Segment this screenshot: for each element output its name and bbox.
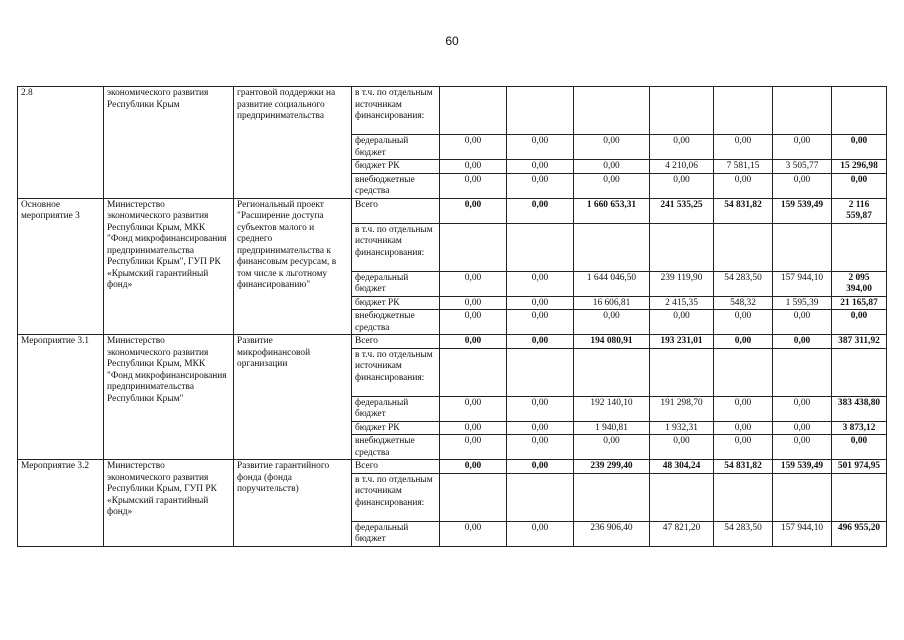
value-cell	[440, 473, 507, 521]
value-cell: 0,00	[440, 521, 507, 546]
value-cell: 1 644 046,50	[574, 271, 650, 296]
value-cell: 1 595,39	[773, 296, 832, 310]
source-label: внебюджетные средства	[352, 310, 440, 335]
value-cell: 0,00	[507, 160, 574, 174]
value-cell: 4 210,06	[650, 160, 714, 174]
value-cell: 0,00	[440, 335, 507, 349]
value-cell	[714, 473, 773, 521]
value-cell	[507, 348, 574, 396]
value-cell: 0,00	[507, 271, 574, 296]
value-cell: 0,00	[507, 421, 574, 435]
value-cell: 0,00	[773, 173, 832, 198]
value-cell: 0,00	[714, 396, 773, 421]
row-executor: Министерство экономического развития Республики Крым, МКК "Фонд микрофинансирования предпринимательства Республики Крым"	[104, 335, 234, 460]
total-cell: 383 438,80	[832, 396, 887, 421]
value-cell	[440, 348, 507, 396]
total-cell	[832, 348, 887, 396]
total-cell	[832, 223, 887, 271]
value-cell	[574, 473, 650, 521]
value-cell: 0,00	[650, 435, 714, 460]
value-cell: 0,00	[574, 435, 650, 460]
value-cell: 0,00	[773, 421, 832, 435]
value-cell: 54 283,50	[714, 521, 773, 546]
row-title: грантовой поддержки на развитие социального предпринимательства	[234, 87, 352, 199]
row-code: 2.8	[18, 87, 104, 199]
value-cell: 193 231,01	[650, 335, 714, 349]
value-cell	[650, 223, 714, 271]
total-cell: 387 311,92	[832, 335, 887, 349]
source-label: бюджет РК	[352, 160, 440, 174]
value-cell: 0,00	[773, 310, 832, 335]
source-label: в т.ч. по отдельным источникам финансирования:	[352, 87, 440, 135]
value-cell: 0,00	[507, 521, 574, 546]
row-code: Основное мероприятие 3	[18, 198, 104, 335]
value-cell	[773, 223, 832, 271]
value-cell	[650, 348, 714, 396]
value-cell: 0,00	[574, 135, 650, 160]
value-cell: 0,00	[714, 173, 773, 198]
source-label: бюджет РК	[352, 421, 440, 435]
row-title: Развитие гарантийного фонда (фонда поручительств)	[234, 460, 352, 547]
source-label: внебюджетные средства	[352, 173, 440, 198]
value-cell: 0,00	[714, 435, 773, 460]
value-cell	[773, 87, 832, 135]
value-cell: 1 940,81	[574, 421, 650, 435]
row-title: Региональный проект "Расширение доступа субъектов малого и среднего предпринимательства к финансовым ресурсам, в том числе к льготному финансированию"	[234, 198, 352, 335]
value-cell	[650, 473, 714, 521]
value-cell: 236 906,40	[574, 521, 650, 546]
value-cell: 0,00	[650, 135, 714, 160]
page-number: 60	[445, 34, 459, 48]
total-cell: 0,00	[832, 135, 887, 160]
value-cell: 0,00	[507, 335, 574, 349]
source-label: Всего	[352, 198, 440, 223]
source-label: Всего	[352, 335, 440, 349]
value-cell	[440, 223, 507, 271]
total-cell: 0,00	[832, 310, 887, 335]
table-row	[18, 460, 887, 474]
table-row	[18, 335, 887, 349]
value-cell: 54 831,82	[714, 460, 773, 474]
value-cell: 0,00	[773, 335, 832, 349]
source-label: внебюджетные средства	[352, 435, 440, 460]
source-label: федеральный бюджет	[352, 396, 440, 421]
value-cell	[574, 223, 650, 271]
row-executor: Министерство экономического развития Республики Крым, ГУП РК «Крымский гарантийный фонд»	[104, 460, 234, 547]
table-row	[18, 198, 887, 223]
source-label: федеральный бюджет	[352, 271, 440, 296]
total-cell: 3 873,12	[832, 421, 887, 435]
value-cell: 0,00	[440, 296, 507, 310]
total-cell: 0,00	[832, 173, 887, 198]
value-cell: 194 080,91	[574, 335, 650, 349]
value-cell: 48 304,24	[650, 460, 714, 474]
value-cell	[507, 223, 574, 271]
value-cell: 191 298,70	[650, 396, 714, 421]
value-cell: 1 932,31	[650, 421, 714, 435]
value-cell: 0,00	[773, 396, 832, 421]
value-cell: 0,00	[714, 310, 773, 335]
value-cell	[714, 223, 773, 271]
value-cell: 47 821,20	[650, 521, 714, 546]
value-cell: 0,00	[440, 173, 507, 198]
value-cell: 16 606,81	[574, 296, 650, 310]
source-label: федеральный бюджет	[352, 135, 440, 160]
value-cell	[507, 473, 574, 521]
value-cell: 0,00	[507, 198, 574, 223]
value-cell: 0,00	[773, 435, 832, 460]
value-cell	[773, 348, 832, 396]
value-cell: 0,00	[507, 396, 574, 421]
value-cell	[440, 87, 507, 135]
source-label: федеральный бюджет	[352, 521, 440, 546]
value-cell: 3 505,77	[773, 160, 832, 174]
total-cell: 15 296,98	[832, 160, 887, 174]
value-cell: 0,00	[773, 135, 832, 160]
value-cell	[714, 87, 773, 135]
value-cell	[714, 348, 773, 396]
value-cell: 0,00	[507, 435, 574, 460]
value-cell: 0,00	[440, 460, 507, 474]
value-cell: 0,00	[574, 160, 650, 174]
value-cell: 0,00	[440, 160, 507, 174]
value-cell: 0,00	[714, 421, 773, 435]
value-cell: 548,32	[714, 296, 773, 310]
value-cell: 54 831,82	[714, 198, 773, 223]
value-cell: 157 944,10	[773, 521, 832, 546]
value-cell	[507, 87, 574, 135]
total-cell: 496 955,20	[832, 521, 887, 546]
value-cell: 0,00	[650, 310, 714, 335]
value-cell: 0,00	[440, 135, 507, 160]
value-cell: 54 283,50	[714, 271, 773, 296]
row-code: Мероприятие 3.1	[18, 335, 104, 460]
row-code: Мероприятие 3.2	[18, 460, 104, 547]
source-label: в т.ч. по отдельным источникам финансирования:	[352, 348, 440, 396]
value-cell: 0,00	[507, 310, 574, 335]
value-cell: 0,00	[440, 396, 507, 421]
source-label: в т.ч. по отдельным источникам финансирования:	[352, 473, 440, 521]
value-cell: 0,00	[507, 296, 574, 310]
value-cell: 0,00	[650, 173, 714, 198]
value-cell: 0,00	[714, 335, 773, 349]
value-cell	[574, 87, 650, 135]
value-cell: 0,00	[574, 310, 650, 335]
value-cell: 0,00	[714, 135, 773, 160]
row-executor: экономического развития Республики Крым	[104, 87, 234, 199]
value-cell: 0,00	[440, 421, 507, 435]
value-cell: 0,00	[507, 135, 574, 160]
value-cell: 0,00	[507, 460, 574, 474]
total-cell: 501 974,95	[832, 460, 887, 474]
value-cell: 159 539,49	[773, 198, 832, 223]
value-cell: 1 660 653,31	[574, 198, 650, 223]
total-cell: 0,00	[832, 435, 887, 460]
value-cell	[650, 87, 714, 135]
value-cell: 2 415,35	[650, 296, 714, 310]
row-title: Развитие микрофинансовой организации	[234, 335, 352, 460]
total-cell	[832, 473, 887, 521]
row-executor: Министерство экономического развития Республики Крым, МКК "Фонд микрофинансирования предпринимательства Республики Крым", ГУП РК «Крымский гарантийный фонд»	[104, 198, 234, 335]
total-cell	[832, 87, 887, 135]
value-cell: 239 119,90	[650, 271, 714, 296]
value-cell: 0,00	[440, 310, 507, 335]
value-cell: 241 535,25	[650, 198, 714, 223]
source-label: Всего	[352, 460, 440, 474]
total-cell: 2 116 559,87	[832, 198, 887, 223]
total-cell: 21 165,87	[832, 296, 887, 310]
value-cell: 0,00	[440, 271, 507, 296]
source-label: в т.ч. по отдельным источникам финансирования:	[352, 223, 440, 271]
value-cell: 239 299,40	[574, 460, 650, 474]
value-cell: 0,00	[507, 173, 574, 198]
value-cell	[574, 348, 650, 396]
total-cell: 2 095 394,00	[832, 271, 887, 296]
source-label: бюджет РК	[352, 296, 440, 310]
value-cell: 192 140,10	[574, 396, 650, 421]
value-cell: 157 944,10	[773, 271, 832, 296]
value-cell: 0,00	[574, 173, 650, 198]
table-row	[18, 87, 887, 135]
value-cell: 0,00	[440, 198, 507, 223]
value-cell: 7 581,15	[714, 160, 773, 174]
value-cell	[773, 473, 832, 521]
value-cell: 159 539,49	[773, 460, 832, 474]
financing-table	[17, 86, 887, 547]
value-cell: 0,00	[440, 435, 507, 460]
